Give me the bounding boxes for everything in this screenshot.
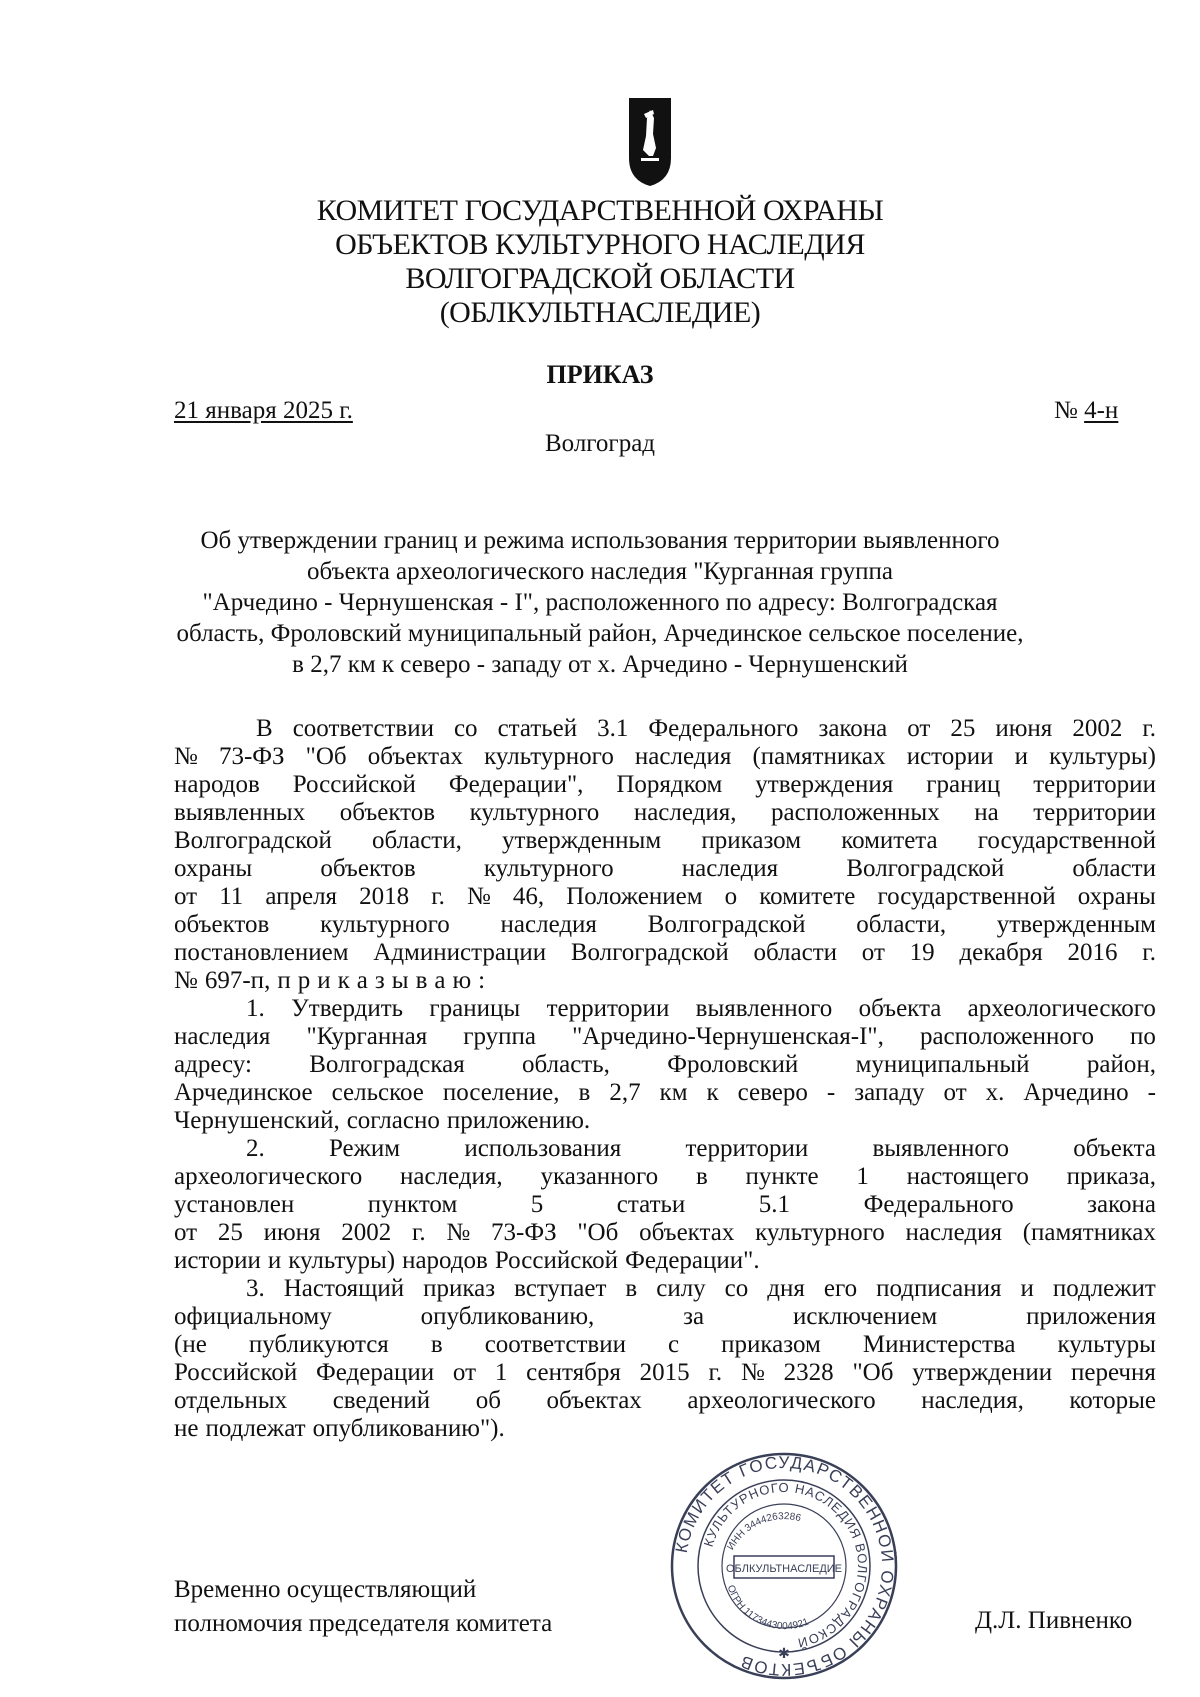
signatory-position-line: Временно осуществляющий	[174, 1576, 477, 1603]
body-word: указанного	[540, 1163, 659, 1190]
body-word: №	[174, 967, 198, 994]
body-word: г.	[411, 1219, 426, 1246]
body-word: объекта	[858, 995, 942, 1022]
body-word: п	[277, 967, 291, 994]
body-word: в	[578, 1079, 591, 1106]
body-word: опубликованию").	[312, 1415, 505, 1442]
body-word: приказа,	[1066, 1163, 1156, 1190]
body-word: в	[625, 1275, 638, 1302]
body-word: объектах	[367, 743, 463, 770]
body-word: 11	[219, 883, 244, 910]
body-word: Волгоградская	[309, 1051, 465, 1078]
body-word: 2016	[1067, 939, 1118, 966]
order-subject	[160, 525, 1040, 680]
body-word: объектов	[320, 855, 416, 882]
signatory-name: Д.Л. Пивненко	[975, 1607, 1133, 1634]
body-word: (не	[174, 1331, 207, 1358]
body-word: №	[466, 883, 491, 910]
body-word: Федерации",	[448, 771, 584, 798]
body-word: "Арчедино-Чернушенская-I",	[572, 1023, 884, 1050]
signatory-position	[174, 1573, 552, 1641]
body-word: истории	[174, 1247, 261, 1274]
seal-inn: ИНН 3444263286	[725, 1511, 803, 1553]
coat-of-arms-icon	[627, 96, 673, 188]
body-word: 2328	[783, 1359, 834, 1386]
body-word: археологического	[174, 1163, 363, 1190]
body-word: Министерства	[862, 1331, 1016, 1358]
body-word: границы	[429, 995, 521, 1022]
seal-star-icon: ✱	[778, 1645, 790, 1661]
body-word: выявленного	[872, 1135, 1009, 1162]
body-word: подлежат	[205, 1415, 306, 1442]
body-word: дня	[767, 1275, 805, 1302]
org-line: (ОБЛКУЛЬТНАСЛЕДИЕ)	[439, 296, 761, 329]
body-word: Российской	[494, 1247, 619, 1274]
body-word: установлен	[174, 1191, 295, 1218]
body-word: "Об	[577, 1219, 619, 1246]
body-line	[174, 967, 1156, 995]
body-word: за	[683, 1303, 705, 1330]
body-word: Федерального	[648, 715, 799, 742]
body-line	[174, 1107, 1156, 1135]
body-word: ю	[452, 967, 472, 994]
body-word: в	[695, 1163, 708, 1190]
body-word: культуры)	[1049, 743, 1156, 770]
body-word: наследия	[681, 855, 779, 882]
body-word: подлежит	[1052, 1275, 1156, 1302]
body-word: ы	[391, 967, 409, 994]
body-word: перечня	[1070, 1359, 1156, 1386]
body-word: апреля	[265, 883, 338, 910]
subject-line: Об утверждении границ и режима использования территории выявленного	[200, 527, 1000, 554]
body-word: В	[256, 715, 273, 742]
body-word: выявленного	[695, 995, 833, 1022]
body-word: г.	[431, 883, 445, 910]
body-word: "Курганная	[306, 1023, 428, 1050]
body-word: приказом	[701, 827, 802, 854]
body-word: Администрации	[373, 939, 547, 966]
body-word: культуры)	[288, 1247, 396, 1274]
seal-outer-text: КОМИТЕТ ГОСУДАРСТВЕННОЙ ОХРАНЫ ОБЪЕКТОВ	[671, 1452, 898, 1680]
body-word: охраны	[174, 855, 253, 882]
body-word: Федерального	[863, 1191, 1014, 1218]
body-word: 2,7	[609, 1079, 641, 1106]
body-word: от	[943, 1079, 967, 1106]
body-word: наследия,	[400, 1163, 503, 1190]
body-word: приказ	[423, 1275, 496, 1302]
body-word: 3.	[246, 1275, 265, 1302]
body-line	[174, 1359, 1156, 1387]
body-line	[174, 1051, 1156, 1079]
body-word: сведений	[332, 1387, 431, 1414]
body-word: утвержденным	[502, 827, 662, 854]
body-word: группа	[463, 1023, 537, 1050]
subject-line: область, Фроловский муниципальный район, Арчединское сельское поселение,	[176, 620, 1024, 647]
body-line	[174, 1415, 1156, 1443]
body-word: к	[337, 967, 350, 994]
body-word: и	[267, 1247, 282, 1274]
body-word: приложению.	[446, 1107, 591, 1134]
body-word: х.	[985, 1079, 1005, 1106]
body-line	[174, 1275, 1156, 1303]
body-word: комитете	[759, 883, 856, 910]
body-word: Российской	[174, 1359, 298, 1386]
body-word: 1	[856, 1163, 869, 1190]
body-word: 1.	[246, 995, 265, 1022]
body-word: от	[174, 883, 198, 910]
body-word: а	[434, 967, 446, 994]
body-word: поселение,	[442, 1079, 560, 1106]
body-line	[174, 1387, 1156, 1415]
body-word: Фроловский	[667, 1051, 799, 1078]
body-word: наследия,	[633, 799, 737, 826]
body-word: территории	[1033, 799, 1156, 826]
body-word: декабря	[959, 939, 1043, 966]
body-word: приказом	[721, 1331, 821, 1358]
body-word: 19	[909, 939, 935, 966]
body-word: а	[356, 967, 368, 994]
order-number-value: 4-н	[1084, 397, 1119, 424]
subject-line: "Арчедино - Чернушенская - I", расположенного по адресу: Волгоградская	[202, 589, 998, 616]
body-word: от	[452, 1359, 477, 1386]
org-line: КОМИТЕТ ГОСУДАРСТВЕННОЙ ОХРАНЫ	[316, 194, 884, 227]
body-word: июня	[995, 715, 1053, 742]
body-word: соответствии	[292, 715, 434, 742]
body-word: район,	[1086, 1051, 1156, 1078]
body-word: подписания	[876, 1275, 1002, 1302]
body-word: и	[1014, 743, 1029, 770]
body-word: 5	[530, 1191, 544, 1218]
body-word: со	[453, 715, 478, 742]
body-word: территории	[685, 1135, 809, 1162]
seal-center-text: ОБЛКУЛЬТНАСЛЕДИЕ	[725, 1563, 843, 1575]
body-line	[174, 855, 1156, 883]
body-word: Волгоградской	[846, 855, 1005, 882]
body-word: не	[174, 1415, 199, 1442]
body-word: пунктом	[367, 1191, 458, 1218]
body-line	[174, 911, 1156, 939]
body-word: объектов	[174, 911, 270, 938]
body-word: в	[415, 967, 428, 994]
body-word: об	[475, 1387, 501, 1414]
body-word: утвержденным	[996, 911, 1156, 938]
body-word: 2002	[341, 1219, 392, 1246]
body-word: соответствии	[484, 1331, 626, 1358]
body-word: (памятниках	[1022, 1219, 1156, 1246]
body-word: которые	[1069, 1387, 1156, 1414]
body-word: №	[174, 743, 198, 770]
body-word: г.	[1142, 715, 1156, 742]
body-word: области	[753, 939, 838, 966]
body-line	[174, 771, 1156, 799]
body-word: территории	[546, 995, 670, 1022]
body-word: 2002	[1072, 715, 1123, 742]
body-word: Утвердить	[291, 995, 404, 1022]
body-word: область,	[522, 1051, 610, 1078]
body-word: публикуются	[248, 1331, 389, 1358]
body-word: использования	[464, 1135, 622, 1162]
body-word: объекта	[1073, 1135, 1156, 1162]
body-word: расположенного	[919, 1023, 1094, 1050]
body-word: и	[1020, 1275, 1034, 1302]
seal-inner-text: КУЛЬТУРНОГО НАСЛЕДИЯ ВОЛГОГРАДСКОЙ	[700, 1479, 871, 1651]
body-word: наследия	[174, 1023, 271, 1050]
body-line	[174, 1331, 1156, 1359]
body-word: северо	[737, 1079, 808, 1106]
body-word: Чернушенский,	[174, 1107, 340, 1134]
body-line	[174, 883, 1156, 911]
body-line	[174, 1023, 1156, 1051]
official-seal-icon	[668, 1450, 900, 1682]
body-word: охраны	[1077, 883, 1156, 910]
body-word: Порядком	[616, 771, 723, 798]
body-word: Волгоградской	[647, 911, 806, 938]
body-line	[174, 827, 1156, 855]
body-word: западу	[854, 1079, 925, 1106]
body-word: границ	[926, 771, 1001, 798]
body-word: археологического	[967, 995, 1156, 1022]
signatory-position-line: полномочия председателя комитета	[174, 1610, 553, 1637]
body-word: сентября	[526, 1359, 621, 1386]
subject-line: в 2,7 км к северо - западу от х. Арчедино - Чернушенский	[292, 651, 908, 678]
org-line: ОБЪЕКТОВ КУЛЬТУРНОГО НАСЛЕДИЯ	[335, 228, 865, 261]
body-line	[174, 1191, 1156, 1219]
body-word: расположенных	[771, 799, 940, 826]
body-word: народов	[402, 1247, 488, 1274]
body-word: культурного	[484, 743, 614, 770]
body-word: 5.1	[758, 1191, 791, 1218]
body-word: Волгоградской	[570, 939, 729, 966]
body-word: Арчедино	[1023, 1079, 1129, 1106]
body-word: с	[667, 1331, 680, 1358]
order-number	[1054, 397, 1118, 425]
body-word: наследия	[905, 1219, 1002, 1246]
body-word: 73-ФЗ	[491, 1219, 557, 1246]
body-word: территории	[1033, 771, 1156, 798]
body-word: культурного	[483, 855, 614, 882]
body-word: Арчединское	[174, 1079, 313, 1106]
body-word: статьей	[497, 715, 578, 742]
body-word: Положением	[566, 883, 703, 910]
body-word: государственной	[877, 883, 1056, 910]
body-line	[174, 1219, 1156, 1247]
body-word: адресу:	[174, 1051, 252, 1078]
body-word: г.	[708, 1359, 723, 1386]
body-word: -	[826, 1079, 836, 1106]
body-line	[174, 939, 1156, 967]
body-word: пункте	[745, 1163, 819, 1190]
body-word: комитета	[841, 827, 938, 854]
body-word: 1	[494, 1359, 508, 1386]
body-word: "Об	[852, 1359, 894, 1386]
body-word: "Об	[305, 743, 347, 770]
body-word: культурного	[320, 911, 450, 938]
body-word: 25	[217, 1219, 243, 1246]
body-word: утверждения	[755, 771, 894, 798]
org-line: ВОЛГОГРАДСКОЙ ОБЛАСТИ	[405, 262, 795, 295]
body-line	[174, 743, 1156, 771]
body-word: (памятниках	[752, 743, 886, 770]
body-word: официальному	[174, 1303, 332, 1330]
body-line	[174, 1247, 1156, 1275]
body-word: утверждении	[912, 1359, 1053, 1386]
body-word: и	[317, 967, 331, 994]
body-line	[174, 1079, 1156, 1107]
body-word: Волгоградской	[174, 827, 332, 854]
body-word: Федерации".	[625, 1247, 760, 1274]
body-word: области	[1072, 855, 1156, 882]
body-word: муниципальный	[855, 1051, 1030, 1078]
body-word: 2018	[359, 883, 410, 910]
body-word: о	[724, 883, 738, 910]
body-word: статьи	[616, 1191, 686, 1218]
body-word: Российской	[292, 771, 416, 798]
body-line	[174, 995, 1156, 1023]
body-word: 25	[950, 715, 976, 742]
body-word: наследия	[500, 911, 597, 938]
body-word: Федерации	[316, 1359, 435, 1386]
body-word: отдельных	[174, 1387, 288, 1414]
body-word: закона	[1087, 1191, 1156, 1218]
body-word: культурного	[469, 799, 600, 826]
body-word: на	[974, 799, 999, 826]
body-word: 73-ФЗ	[218, 743, 285, 770]
body-word: постановлением	[174, 939, 349, 966]
order-body	[174, 715, 1156, 1443]
body-word: з	[374, 967, 385, 994]
body-line	[174, 715, 1156, 743]
body-line	[174, 1163, 1156, 1191]
subject-line: объекта археологического наследия "Курганная группа	[307, 558, 893, 585]
body-word: объектов	[339, 799, 436, 826]
body-word: Настоящий	[283, 1275, 405, 1302]
body-word: народов	[174, 771, 260, 798]
body-word: г.	[1142, 939, 1156, 966]
body-word: культуры	[1057, 1331, 1156, 1358]
organization-name	[300, 194, 900, 330]
order-date: 21 января 2025 г.	[174, 397, 353, 424]
body-word: Режим	[328, 1135, 401, 1162]
body-word: от	[174, 1219, 198, 1246]
body-word: сельское	[331, 1079, 424, 1106]
body-word: в	[430, 1331, 443, 1358]
body-word: наследия,	[921, 1387, 1024, 1414]
body-word: 46,	[512, 883, 545, 910]
body-word: согласно	[346, 1107, 440, 1134]
body-word: выявленных	[174, 799, 306, 826]
body-word: 697-п,	[204, 967, 271, 994]
body-word: №	[740, 1359, 765, 1386]
body-word: археологического	[687, 1387, 876, 1414]
body-word: культурного	[755, 1219, 885, 1246]
body-word: объектах	[639, 1219, 735, 1246]
body-word: со	[724, 1275, 749, 1302]
body-word: по	[1130, 1023, 1156, 1050]
body-line	[174, 1135, 1156, 1163]
body-word: исключением	[793, 1303, 938, 1330]
body-word: наследия	[634, 743, 732, 770]
body-word: 3.1	[597, 715, 629, 742]
body-line	[174, 799, 1156, 827]
body-word: км	[659, 1079, 688, 1106]
body-word: силу	[656, 1275, 706, 1302]
body-word: от	[861, 939, 885, 966]
body-word: 2.	[246, 1135, 265, 1162]
seal-ogrn: ОГРН 1173443004921	[724, 1583, 811, 1633]
body-word: закона	[818, 715, 888, 742]
body-word: настоящего	[906, 1163, 1029, 1190]
body-word: опубликованию,	[420, 1303, 595, 1330]
body-word: к	[706, 1079, 719, 1106]
body-word: области,	[372, 827, 462, 854]
body-word: объектах	[546, 1387, 642, 1414]
body-word: :	[478, 967, 486, 994]
body-line	[174, 1303, 1156, 1331]
body-word: области,	[856, 911, 947, 938]
body-word: истории	[906, 743, 994, 770]
body-word: июня	[263, 1219, 321, 1246]
body-word: №	[446, 1219, 471, 1246]
body-word: 2015	[639, 1359, 690, 1386]
body-word: -	[1147, 1079, 1156, 1106]
body-word: государственной	[977, 827, 1156, 854]
order-city: Волгоград	[544, 430, 656, 457]
body-word: приложения	[1026, 1303, 1156, 1330]
document-title: ПРИКАЗ	[546, 360, 654, 389]
body-word: вступает	[514, 1275, 607, 1302]
body-word: р	[297, 967, 311, 994]
body-word: его	[823, 1275, 858, 1302]
order-number-prefix: №	[1054, 397, 1085, 424]
body-word: от	[907, 715, 931, 742]
